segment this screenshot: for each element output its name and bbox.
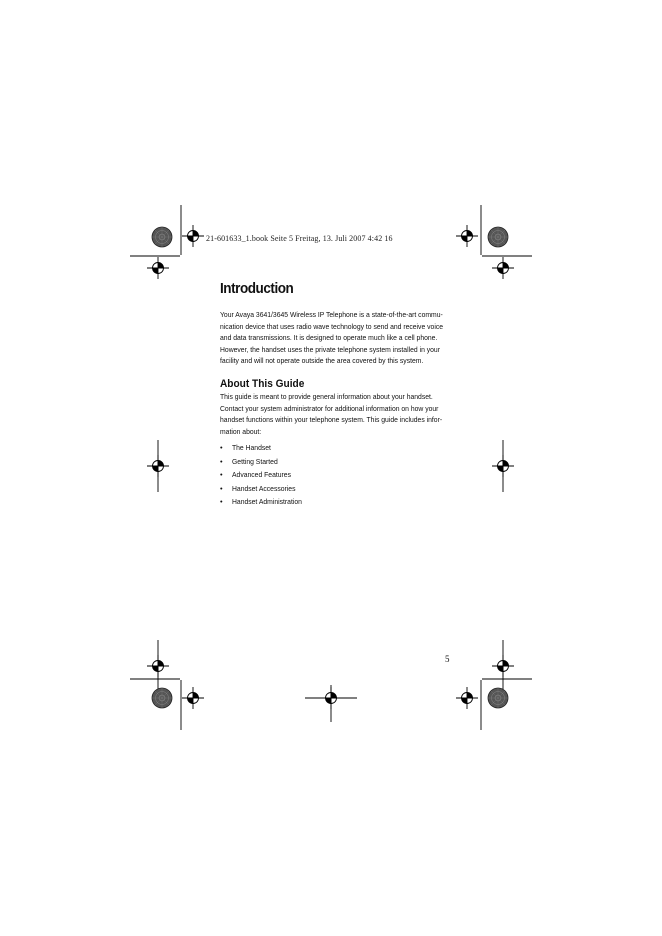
registration-mark-icon (182, 225, 204, 247)
list-item-label: The Handset (232, 443, 271, 453)
intro-line: facility and will not operate outside the area covered by this system. (220, 356, 424, 366)
guide-line: This guide is meant to provide general information about your handset. (220, 391, 433, 401)
page-content (220, 280, 456, 508)
print-slug-line: 21-601633_1.book Seite 5 Freitag, 13. Juli 2007 4:42 16 (206, 234, 393, 243)
list-item (220, 482, 456, 495)
list-item (220, 495, 456, 508)
intro-line: However, the handset uses the private telephone system installed in your (220, 344, 440, 354)
bullet-icon: • (220, 456, 223, 466)
color-target-icon (488, 688, 508, 708)
guide-line: handset functions within your telephone system. This guide includes infor- (220, 415, 443, 425)
intro-paragraph (220, 309, 456, 367)
guide-line: mation about: (220, 426, 262, 436)
registration-mark-icon (147, 257, 169, 279)
guide-paragraph (220, 391, 456, 437)
registration-mark-icon (147, 455, 169, 477)
registration-mark-icon (492, 455, 514, 477)
page-title: Introduction (220, 280, 294, 297)
guide-line: Contact your system administrator for additional information on how your (220, 403, 439, 413)
registration-mark-icon (320, 687, 342, 709)
bullet-icon: • (220, 496, 223, 506)
intro-line: Your Avaya 3641/3645 Wireless IP Telephone is a state-of-the-art commu- (220, 310, 443, 319)
list-item-label: Handset Administration (232, 496, 302, 506)
bullet-icon: • (220, 470, 223, 480)
registration-mark-icon (147, 655, 169, 677)
color-target-icon (488, 227, 508, 247)
registration-mark-icon (456, 225, 478, 247)
bullet-icon: • (220, 483, 223, 493)
color-target-icon (152, 688, 172, 708)
registration-mark-icon (492, 655, 514, 677)
list-item-label: Advanced Features (232, 470, 291, 480)
intro-line: nication device that uses radio wave technology to send and receive voice (220, 321, 444, 331)
color-target-icon (152, 227, 172, 247)
topic-list (220, 441, 456, 508)
list-item (220, 441, 456, 454)
section-heading: About This Guide (220, 377, 305, 390)
registration-mark-icon (492, 257, 514, 279)
list-item-label: Handset Accessories (232, 483, 296, 493)
page-number: 5 (445, 654, 450, 664)
bullet-icon: • (220, 443, 223, 453)
list-item (220, 468, 456, 481)
registration-mark-icon (182, 687, 204, 709)
registration-mark-icon (456, 687, 478, 709)
list-item-label: Getting Started (232, 456, 278, 466)
list-item (220, 455, 456, 468)
intro-line: and data transmissions. It is designed to operate much like a cell phone. (220, 333, 438, 343)
